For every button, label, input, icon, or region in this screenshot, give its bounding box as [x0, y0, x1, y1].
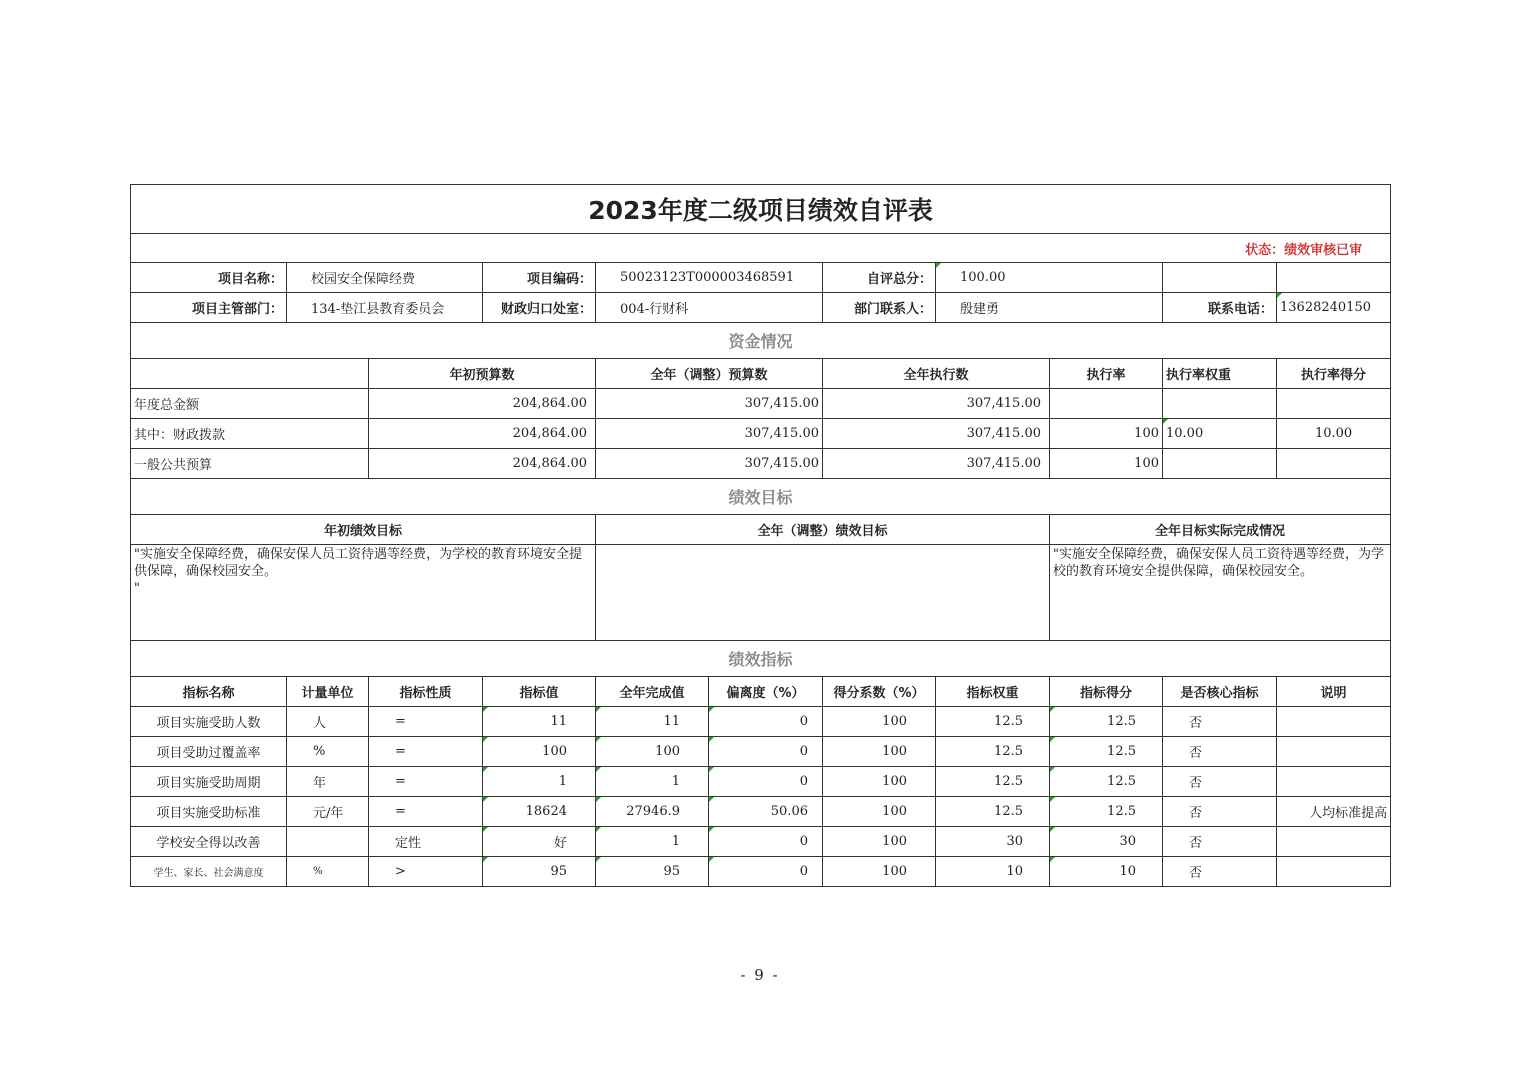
indicator-name: 学校安全得以改善 — [131, 827, 287, 857]
indicator-header: 全年完成值 — [596, 677, 709, 707]
indicator-actual: 1 — [596, 827, 709, 857]
indicator-header: 偏离度（%） — [709, 677, 823, 707]
adjusted-goal-text — [596, 545, 1050, 641]
funds-executed: 307,415.00 — [823, 389, 1050, 419]
indicator-actual: 95 — [596, 857, 709, 887]
indicator-note — [1277, 707, 1391, 737]
evaluation-table — [130, 184, 1391, 887]
indicator-name: 项目受助过覆盖率 — [131, 737, 287, 767]
indicator-core: 否 — [1163, 827, 1277, 857]
indicator-target: 100 — [483, 737, 596, 767]
funds-header: 执行率 — [1050, 359, 1163, 389]
indicator-note — [1277, 737, 1391, 767]
indicator-actual: 11 — [596, 707, 709, 737]
phone-label: 联系电话： — [1163, 293, 1277, 323]
funds-score: 10.00 — [1277, 419, 1391, 449]
indicator-target: 1 — [483, 767, 596, 797]
indicator-deviation: 0 — [709, 737, 823, 767]
indicator-target: 18624 — [483, 797, 596, 827]
indicator-unit: 年 — [287, 767, 369, 797]
indicator-nature: = — [369, 767, 483, 797]
funds-executed: 307,415.00 — [823, 449, 1050, 479]
indicator-weight: 12.5 — [936, 707, 1050, 737]
indicator-name: 学生、家长、社会满意度 — [131, 857, 287, 887]
funds-row — [131, 389, 1391, 419]
goals-header: 全年（调整）绩效目标 — [596, 515, 1050, 545]
indicator-core: 否 — [1163, 797, 1277, 827]
empty-cell — [1163, 263, 1277, 293]
finance-label: 财政归口处室： — [483, 293, 596, 323]
indicator-score: 30 — [1050, 827, 1163, 857]
indicator-score: 12.5 — [1050, 737, 1163, 767]
indicator-unit: % — [287, 857, 369, 887]
funds-initial: 204,864.00 — [369, 449, 596, 479]
indicator-deviation: 0 — [709, 857, 823, 887]
indicators-section-title: 绩效指标 — [131, 641, 1391, 677]
indicator-row — [131, 827, 1391, 857]
indicator-header: 是否核心指标 — [1163, 677, 1277, 707]
indicator-target: 95 — [483, 857, 596, 887]
score-label: 自评总分： — [823, 263, 936, 293]
indicator-coef: 100 — [823, 737, 936, 767]
indicator-score: 12.5 — [1050, 707, 1163, 737]
funds-header: 年初预算数 — [369, 359, 596, 389]
indicator-unit: 人 — [287, 707, 369, 737]
funds-score — [1277, 449, 1391, 479]
indicator-coef: 100 — [823, 767, 936, 797]
indicator-row — [131, 737, 1391, 767]
indicator-actual: 27946.9 — [596, 797, 709, 827]
indicator-note — [1277, 827, 1391, 857]
indicator-actual: 100 — [596, 737, 709, 767]
project-code: 50023123T000003468591 — [596, 263, 823, 293]
indicator-header: 说明 — [1277, 677, 1391, 707]
indicator-weight: 12.5 — [936, 797, 1050, 827]
indicator-deviation: 0 — [709, 767, 823, 797]
project-name: 校园安全保障经费 — [287, 263, 483, 293]
indicator-coef: 100 — [823, 797, 936, 827]
indicator-unit: % — [287, 737, 369, 767]
indicator-unit: 元/年 — [287, 797, 369, 827]
indicator-header: 指标得分 — [1050, 677, 1163, 707]
dept-value: 134-垫江县教育委员会 — [287, 293, 483, 323]
funds-weight — [1163, 389, 1277, 419]
indicator-header: 指标值 — [483, 677, 596, 707]
indicator-note — [1277, 857, 1391, 887]
funds-adjusted: 307,415.00 — [596, 419, 823, 449]
funds-weight: 10.00 — [1163, 419, 1277, 449]
indicator-row — [131, 857, 1391, 887]
status-label: 状态：绩效审核已审 — [131, 234, 1391, 263]
indicator-coef: 100 — [823, 857, 936, 887]
contact-label: 部门联系人： — [823, 293, 936, 323]
indicator-actual: 1 — [596, 767, 709, 797]
indicator-deviation: 50.06 — [709, 797, 823, 827]
indicator-core: 否 — [1163, 707, 1277, 737]
indicator-core: 否 — [1163, 857, 1277, 887]
funds-section-title: 资金情况 — [131, 323, 1391, 359]
funds-header: 全年执行数 — [823, 359, 1050, 389]
empty-cell — [1277, 263, 1391, 293]
funds-initial: 204,864.00 — [369, 389, 596, 419]
indicator-weight: 12.5 — [936, 767, 1050, 797]
indicator-core: 否 — [1163, 767, 1277, 797]
indicator-score: 12.5 — [1050, 767, 1163, 797]
indicator-target: 11 — [483, 707, 596, 737]
indicator-coef: 100 — [823, 707, 936, 737]
project-name-label: 项目名称： — [131, 263, 287, 293]
indicator-header: 指标性质 — [369, 677, 483, 707]
project-code-label: 项目编码： — [483, 263, 596, 293]
contact-value: 殷建勇 — [936, 293, 1163, 323]
total-score: 100.00 — [936, 263, 1163, 293]
indicator-nature: = — [369, 737, 483, 767]
indicator-deviation: 0 — [709, 827, 823, 857]
funds-rate — [1050, 389, 1163, 419]
funds-initial: 204,864.00 — [369, 419, 596, 449]
indicator-weight: 30 — [936, 827, 1050, 857]
actual-completion-text: "实施安全保障经费，确保安保人员工资待遇等经费，为学校的教育环境安全提供保障，确保校园安全。 — [1050, 545, 1391, 641]
funds-row — [131, 419, 1391, 449]
indicator-core: 否 — [1163, 737, 1277, 767]
indicator-coef: 100 — [823, 827, 936, 857]
indicator-name: 项目实施受助人数 — [131, 707, 287, 737]
indicator-unit — [287, 827, 369, 857]
indicator-row — [131, 767, 1391, 797]
funds-rate: 100 — [1050, 419, 1163, 449]
funds-adjusted: 307,415.00 — [596, 389, 823, 419]
funds-header-blank — [131, 359, 369, 389]
funds-row-name: 一般公共预算 — [131, 449, 369, 479]
indicator-nature: = — [369, 797, 483, 827]
initial-goal-text: "实施安全保障经费，确保安保人员工资待遇等经费，为学校的教育环境安全提供保障，确保校园安全。 " — [131, 545, 596, 641]
indicator-weight: 12.5 — [936, 737, 1050, 767]
indicator-score: 12.5 — [1050, 797, 1163, 827]
indicator-nature: 定性 — [369, 827, 483, 857]
funds-header: 全年（调整）预算数 — [596, 359, 823, 389]
indicator-note — [1277, 767, 1391, 797]
indicator-header: 指标权重 — [936, 677, 1050, 707]
goals-section-title: 绩效目标 — [131, 479, 1391, 515]
indicator-row — [131, 797, 1391, 827]
funds-score — [1277, 389, 1391, 419]
funds-row-name: 其中：财政拨款 — [131, 419, 369, 449]
indicator-name: 项目实施受助标准 — [131, 797, 287, 827]
indicator-row — [131, 707, 1391, 737]
goals-header: 年初绩效目标 — [131, 515, 596, 545]
phone-value: 13628240150 — [1277, 293, 1391, 323]
dept-label: 项目主管部门： — [131, 293, 287, 323]
funds-weight — [1163, 449, 1277, 479]
finance-value: 004-行财科 — [596, 293, 823, 323]
funds-header: 执行率权重 — [1163, 359, 1277, 389]
funds-rate: 100 — [1050, 449, 1163, 479]
funds-row — [131, 449, 1391, 479]
indicator-nature: > — [369, 857, 483, 887]
indicator-header: 指标名称 — [131, 677, 287, 707]
indicator-name: 项目实施受助周期 — [131, 767, 287, 797]
indicator-deviation: 0 — [709, 707, 823, 737]
goals-header: 全年目标实际完成情况 — [1050, 515, 1391, 545]
indicator-target: 好 — [483, 827, 596, 857]
indicator-header: 得分系数（%） — [823, 677, 936, 707]
funds-header: 执行率得分 — [1277, 359, 1391, 389]
funds-adjusted: 307,415.00 — [596, 449, 823, 479]
funds-row-name: 年度总金额 — [131, 389, 369, 419]
funds-executed: 307,415.00 — [823, 419, 1050, 449]
indicator-header: 计量单位 — [287, 677, 369, 707]
indicator-nature: = — [369, 707, 483, 737]
indicator-score: 10 — [1050, 857, 1163, 887]
page-title: 2023年度二级项目绩效自评表 — [131, 185, 1391, 234]
indicator-note: 人均标准提高 — [1277, 797, 1391, 827]
page-number: - 9 - — [740, 966, 780, 984]
indicator-weight: 10 — [936, 857, 1050, 887]
evaluation-sheet — [130, 184, 1390, 887]
